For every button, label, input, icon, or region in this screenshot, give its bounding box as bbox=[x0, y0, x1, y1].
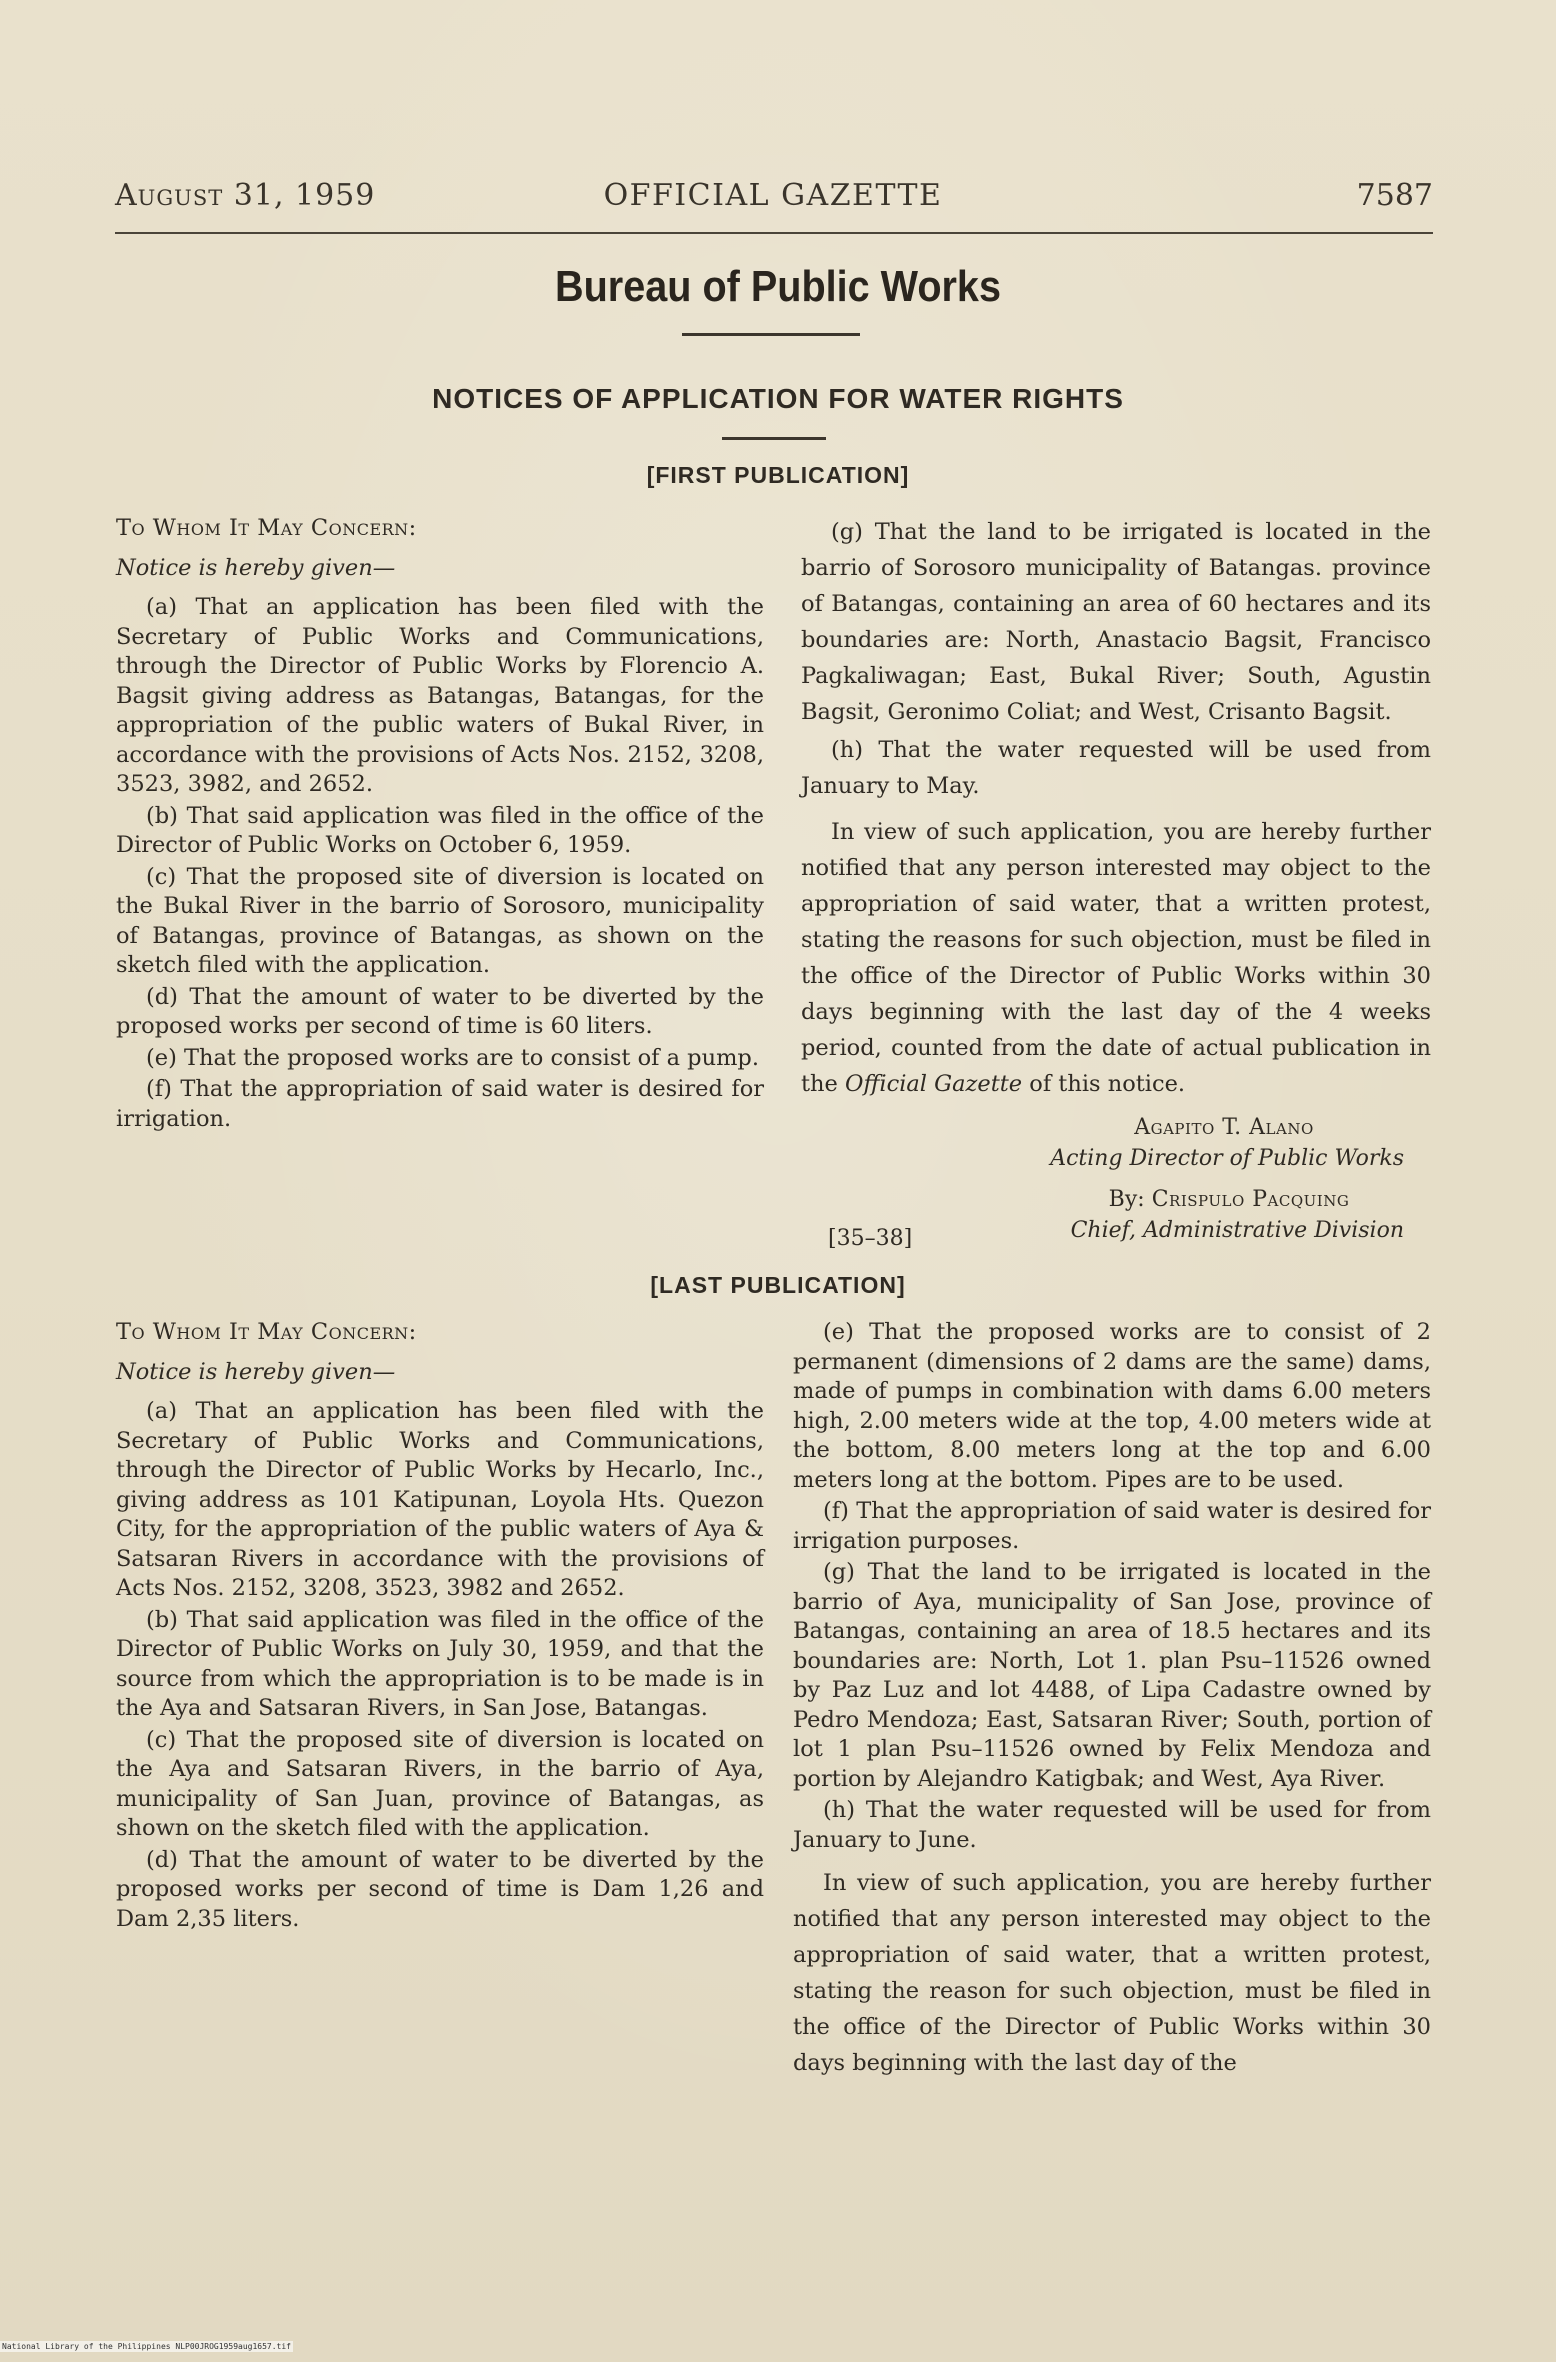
salutation: To Whom It May Concern: bbox=[116, 515, 417, 541]
by-name: Crispulo Pacquing bbox=[1151, 1187, 1350, 1212]
clause-e: (e) That the proposed works are to consist of a pump. bbox=[146, 1044, 759, 1071]
clause-h: (h) That the water requested will be used for from January to June. bbox=[793, 1797, 1431, 1853]
by-title: Chief, Administrative Division bbox=[1070, 1218, 1404, 1243]
clause-f: (f) That the appropriation of said water is desired for irrigation purposes. bbox=[793, 1498, 1431, 1554]
header-gazette-name: OFFICIAL GAZETTE bbox=[603, 178, 943, 213]
protest-text-b: of this notice. bbox=[1022, 1071, 1186, 1097]
last-pub-right-column bbox=[793, 1318, 1431, 2083]
title-rule bbox=[682, 333, 860, 336]
last-pub-left-column bbox=[116, 1318, 764, 1936]
section-subtitle: NOTICES OF APPLICATION FOR WATER RIGHTS bbox=[432, 383, 1124, 414]
signer-name: Agapito T. Alano bbox=[1134, 1115, 1314, 1140]
issue-reference: [35–38] bbox=[828, 1226, 913, 1251]
clause-g: (g) That the land to be irrigated is located in the barrio of Sorosoro municipality of Batangas. province of Batangas, containing an area of 60 hectares and its boundaries are: North, Anastacio Bagsit, Francisco Pagkaliwagan; East, Bukal River; South, Agustin Bagsit, Geronimo Coliat; and West, Crisanto Bagsit. bbox=[801, 519, 1431, 725]
header-page-number: 7587 bbox=[1356, 178, 1433, 213]
clause-a: (a) That an application has been filed with the Secretary of Public Works and Communications, through the Director of Public Works by Hecarlo, Inc., giving address as 101 Katipunan, Loyola Hts. Quezon City, for the appropriation of the public waters of Aya & Satsaran Rivers in accordance with the provisions of Acts Nos. 2152, 3208, 3523, 3982 and 2652. bbox=[116, 1398, 764, 1601]
signer-title: Acting Director of Public Works bbox=[1050, 1146, 1404, 1171]
header-rule bbox=[115, 232, 1433, 234]
salutation: To Whom It May Concern: bbox=[116, 1319, 417, 1345]
page-title: Bureau of Public Works bbox=[555, 262, 1001, 311]
clause-a: (a) That an application has been filed with the Secretary of Public Works and Communications, through the Director of Public Works by Florencio A. Bagsit giving address as Batangas, Batangas, for the appropriation of the public waters of Bukal River, in accordance with the provisions of Acts Nos. 2152, 3208, 3523, 3982, and 2652. bbox=[116, 594, 764, 797]
clause-d: (d) That the amount of water to be diverted by the proposed works per second of time is 60 liters. bbox=[116, 983, 764, 1039]
clause-b: (b) That said application was filed in the office of the Director of Public Works on July 30, 1959, and that the source from which the appropriation is to be made is in the Aya and Satsaran Rivers, in San Jose, Batangas. bbox=[116, 1606, 764, 1721]
clause-c: (c) That the proposed site of diversion is located on the Bukal River in the barrio of Sorosoro, municipality of Batangas, province of Batangas, as shown on the sketch filed with the application. bbox=[116, 863, 764, 978]
clause-h: (h) That the water requested will be used from January to May. bbox=[801, 737, 1431, 799]
clause-g: (g) That the land to be irrigated is located in the barrio of Aya, municipality of San Jose, province of Batangas, containing an area of 18.5 hectares and its boundaries are: North, Lot 1. plan Psu–11526 owned by Paz Luz and lot 4488, of Lipa Cadastre owned by Pedro Mendoza; East, Satsaran River; South, portion of lot 1 plan Psu–11526 owned by Felix Mendoza and portion by Alejandro Katigbak; and West, Aya River. bbox=[793, 1559, 1431, 1792]
clause-f: (f) That the appropriation of said water is desired for irrigation. bbox=[116, 1076, 764, 1132]
first-pub-left-column bbox=[116, 514, 764, 1136]
clause-b: (b) That said application was filed in the office of the Director of Public Works on October 6, 1959. bbox=[116, 802, 764, 858]
protest-paragraph bbox=[801, 814, 1431, 1102]
protest-paragraph: In view of such application, you are hereby further notified that any person interested may object to the appropriation of said water, that a written protest, stating the reason for such objection, must be filed in the office of the Director of Public Works within 30 days beginning with the last day of the bbox=[793, 1870, 1431, 2076]
clause-e: (e) That the proposed works are to consist of 2 permanent (dimensions of 2 dams are the same) dams, made of pumps in combination with dams 6.00 meters high, 2.00 meters wide at the top, 4.00 meters wide at the bottom, 8.00 meters long at the top and 6.00 meters long at the bottom. Pipes are to be used. bbox=[793, 1319, 1431, 1493]
protest-text-a: In view of such application, you are hereby further notified that any person interested may object to the appropriation of said water, that a written protest, stating the reasons for such objection, must be filed in the office of the Director of Public Works within 30 days beginning with the last day of the 4 weeks period, counted from the date of actual publication in the bbox=[801, 819, 1431, 1097]
clause-d: (d) That the amount of water to be diverted by the proposed works per second of time is Dam 1,26 and Dam 2,35 liters. bbox=[116, 1846, 764, 1932]
first-publication-heading: [FIRST PUBLICATION] bbox=[646, 462, 910, 488]
subtitle-rule bbox=[722, 437, 826, 440]
header-date: August 31, 1959 bbox=[115, 178, 376, 213]
first-pub-signature bbox=[960, 1112, 1428, 1246]
running-header bbox=[113, 178, 1433, 222]
by-line bbox=[960, 1184, 1428, 1215]
last-publication-heading: [LAST PUBLICATION] bbox=[650, 1272, 906, 1298]
first-pub-right-column bbox=[801, 514, 1431, 1104]
notice-line: Notice is hereby given— bbox=[116, 554, 396, 581]
by-label: By: bbox=[1108, 1187, 1145, 1212]
scan-footer: National Library of the Philippines NLP00JROG1959aug1657.tif bbox=[2, 2342, 291, 2351]
clause-c: (c) That the proposed site of diversion is located on the Aya and Satsaran Rivers, in the barrio of Aya, municipality of San Juan, province of Batangas, as shown on the sketch filed with the application. bbox=[116, 1726, 764, 1841]
notice-line: Notice is hereby given— bbox=[116, 1358, 396, 1385]
gazette-name-italic: Official Gazette bbox=[845, 1071, 1023, 1097]
